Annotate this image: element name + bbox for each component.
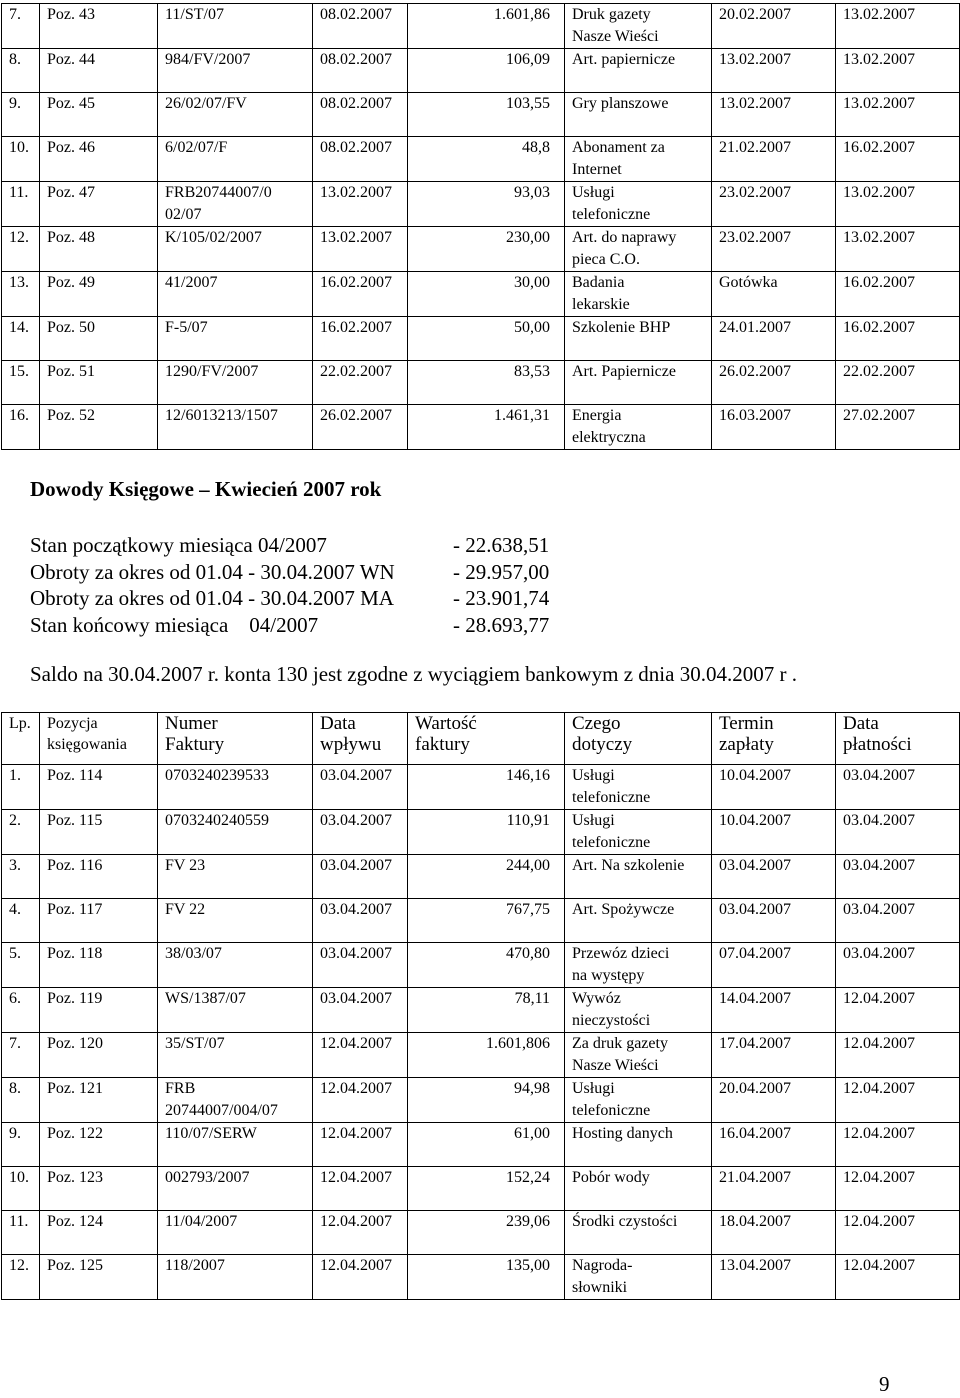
cell-lp: 12. (2, 227, 40, 272)
cell-opis: Pobór wody (565, 1167, 712, 1211)
table-row (2, 361, 960, 405)
cell-platnosc: 12.04.2007 (836, 1078, 960, 1123)
cell-platnosc: 12.04.2007 (836, 1255, 960, 1300)
cell-opis: Wywóz nieczystości (565, 988, 712, 1033)
cell-pozycja: Poz. 118 (40, 943, 158, 988)
cell-kwota: 110,91 (408, 810, 565, 855)
cell-data: 22.02.2007 (313, 361, 408, 405)
cell-numer: FV 22 (158, 899, 313, 943)
table-row (2, 810, 960, 855)
cell-opis: Usługi telefoniczne (565, 1078, 712, 1123)
header-numer: Numer Faktury (158, 713, 313, 765)
cell-data: 08.02.2007 (313, 93, 408, 137)
cell-termin: 13.02.2007 (712, 93, 836, 137)
cell-termin: 03.04.2007 (712, 855, 836, 899)
cell-lp: 10. (2, 1167, 40, 1211)
cell-opis: Energia elektryczna (565, 405, 712, 450)
cell-data: 12.04.2007 (313, 1078, 408, 1123)
cell-opis: Nagroda- słowniki (565, 1255, 712, 1300)
cell-termin: 13.04.2007 (712, 1255, 836, 1300)
cell-platnosc: 12.04.2007 (836, 1123, 960, 1167)
cell-lp: 16. (2, 405, 40, 450)
cell-numer: 11/04/2007 (158, 1211, 313, 1255)
cell-pozycja: Poz. 52 (40, 405, 158, 450)
table-row (2, 137, 960, 182)
cell-termin: 17.04.2007 (712, 1033, 836, 1078)
cell-platnosc: 12.04.2007 (836, 1033, 960, 1078)
cell-termin: 20.04.2007 (712, 1078, 836, 1123)
cell-numer: 11/ST/07 (158, 4, 313, 49)
cell-pozycja: Poz. 122 (40, 1123, 158, 1167)
cell-platnosc: 13.02.2007 (836, 93, 960, 137)
table-row (2, 1211, 960, 1255)
cell-data: 08.02.2007 (313, 49, 408, 93)
header-data-wplywu: Data wpływu (313, 713, 408, 765)
cell-numer: 12/6013213/1507 (158, 405, 313, 450)
cell-pozycja: Poz. 125 (40, 1255, 158, 1300)
header-data-platnosci: Data płatności (836, 713, 960, 765)
summary-value: - 22.638,51 (453, 533, 550, 557)
cell-pozycja: Poz. 45 (40, 93, 158, 137)
table-row (2, 1078, 960, 1123)
cell-opis: Usługi telefoniczne (565, 810, 712, 855)
cell-termin: 23.02.2007 (712, 182, 836, 227)
table-row (2, 988, 960, 1033)
cell-lp: 14. (2, 317, 40, 361)
cell-kwota: 48,8 (408, 137, 565, 182)
cell-data: 03.04.2007 (313, 899, 408, 943)
cell-numer: 35/ST/07 (158, 1033, 313, 1078)
cell-numer: WS/1387/07 (158, 988, 313, 1033)
cell-data: 08.02.2007 (313, 137, 408, 182)
april-invoices-table (1, 712, 960, 1300)
cell-kwota: 103,55 (408, 93, 565, 137)
cell-kwota: 1.601,806 (408, 1033, 565, 1078)
cell-opis: Badania lekarskie (565, 272, 712, 317)
cell-platnosc: 13.02.2007 (836, 4, 960, 49)
cell-lp: 2. (2, 810, 40, 855)
table-row (2, 899, 960, 943)
cell-termin: 10.04.2007 (712, 765, 836, 810)
summary-value: - 23.901,74 (453, 586, 550, 610)
cell-termin: 13.02.2007 (712, 49, 836, 93)
cell-lp: 7. (2, 1033, 40, 1078)
cell-numer: 38/03/07 (158, 943, 313, 988)
table-row (2, 405, 960, 450)
cell-numer: FV 23 (158, 855, 313, 899)
table-row (2, 855, 960, 899)
table-row (2, 1167, 960, 1211)
cell-termin: 10.04.2007 (712, 810, 836, 855)
cell-data: 12.04.2007 (313, 1211, 408, 1255)
cell-lp: 11. (2, 182, 40, 227)
cell-numer: FRB 20744007/004/07 (158, 1078, 313, 1123)
cell-termin: 21.04.2007 (712, 1167, 836, 1211)
cell-pozycja: Poz. 49 (40, 272, 158, 317)
cell-termin: Gotówka (712, 272, 836, 317)
cell-kwota: 83,53 (408, 361, 565, 405)
cell-platnosc: 03.04.2007 (836, 855, 960, 899)
cell-platnosc: 13.02.2007 (836, 227, 960, 272)
cell-numer: 0703240239533 (158, 765, 313, 810)
cell-pozycja: Poz. 47 (40, 182, 158, 227)
cell-pozycja: Poz. 116 (40, 855, 158, 899)
cell-kwota: 135,00 (408, 1255, 565, 1300)
cell-data: 12.04.2007 (313, 1167, 408, 1211)
table-row (2, 765, 960, 810)
cell-numer: FRB20744007/0 02/07 (158, 182, 313, 227)
cell-pozycja: Poz. 119 (40, 988, 158, 1033)
cell-termin: 23.02.2007 (712, 227, 836, 272)
cell-pozycja: Poz. 48 (40, 227, 158, 272)
cell-numer: 6/02/07/F (158, 137, 313, 182)
table-header-row (2, 713, 960, 765)
cell-termin: 20.02.2007 (712, 4, 836, 49)
cell-termin: 07.04.2007 (712, 943, 836, 988)
cell-data: 03.04.2007 (313, 855, 408, 899)
cell-lp: 4. (2, 899, 40, 943)
cell-data: 13.02.2007 (313, 227, 408, 272)
cell-lp: 9. (2, 93, 40, 137)
cell-data: 03.04.2007 (313, 943, 408, 988)
cell-numer: 002793/2007 (158, 1167, 313, 1211)
cell-platnosc: 03.04.2007 (836, 810, 960, 855)
cell-opis: Usługi telefoniczne (565, 765, 712, 810)
cell-opis: Usługi telefoniczne (565, 182, 712, 227)
cell-kwota: 230,00 (408, 227, 565, 272)
cell-opis: Środki czystości (565, 1211, 712, 1255)
cell-platnosc: 12.04.2007 (836, 988, 960, 1033)
header-czego-dotyczy: Czego dotyczy (565, 713, 712, 765)
cell-data: 12.04.2007 (313, 1255, 408, 1300)
cell-platnosc: 13.02.2007 (836, 182, 960, 227)
table-row (2, 1033, 960, 1078)
cell-platnosc: 16.02.2007 (836, 272, 960, 317)
cell-lp: 6. (2, 988, 40, 1033)
cell-termin: 24.01.2007 (712, 317, 836, 361)
table-row (2, 227, 960, 272)
cell-opis: Przewóz dzieci na występy (565, 943, 712, 988)
cell-opis: Art. Papiernicze (565, 361, 712, 405)
cell-numer: 26/02/07/FV (158, 93, 313, 137)
cell-platnosc: 22.02.2007 (836, 361, 960, 405)
cell-lp: 8. (2, 49, 40, 93)
cell-data: 26.02.2007 (313, 405, 408, 450)
cell-kwota: 1.461,31 (408, 405, 565, 450)
summary-label: Obroty za okres od 01.04 - 30.04.2007 MA (30, 586, 394, 610)
cell-termin: 03.04.2007 (712, 899, 836, 943)
cell-kwota: 1.601,86 (408, 4, 565, 49)
cell-opis: Gry planszowe (565, 93, 712, 137)
table-row (2, 49, 960, 93)
cell-termin: 16.04.2007 (712, 1123, 836, 1167)
cell-data: 13.02.2007 (313, 182, 408, 227)
table-row (2, 1123, 960, 1167)
cell-platnosc: 03.04.2007 (836, 899, 960, 943)
table-row (2, 93, 960, 137)
table-row (2, 943, 960, 988)
cell-kwota: 239,06 (408, 1211, 565, 1255)
cell-termin: 18.04.2007 (712, 1211, 836, 1255)
cell-platnosc: 03.04.2007 (836, 765, 960, 810)
cell-lp: 9. (2, 1123, 40, 1167)
cell-lp: 3. (2, 855, 40, 899)
cell-kwota: 50,00 (408, 317, 565, 361)
cell-numer: 984/FV/2007 (158, 49, 313, 93)
cell-platnosc: 13.02.2007 (836, 49, 960, 93)
cell-numer: K/105/02/2007 (158, 227, 313, 272)
cell-lp: 5. (2, 943, 40, 988)
header-lp: Lp. (2, 713, 40, 765)
cell-kwota: 93,03 (408, 182, 565, 227)
cell-platnosc: 16.02.2007 (836, 137, 960, 182)
cell-platnosc: 27.02.2007 (836, 405, 960, 450)
cell-opis: Art. Na szkolenie (565, 855, 712, 899)
cell-kwota: 244,00 (408, 855, 565, 899)
cell-lp: 10. (2, 137, 40, 182)
summary-label: Obroty za okres od 01.04 - 30.04.2007 WN (30, 559, 395, 584)
header-wartosc: Wartość faktury (408, 713, 565, 765)
cell-kwota: 146,16 (408, 765, 565, 810)
cell-data: 08.02.2007 (313, 4, 408, 49)
cell-platnosc: 12.04.2007 (836, 1211, 960, 1255)
cell-lp: 1. (2, 765, 40, 810)
table-row (2, 182, 960, 227)
cell-numer: F-5/07 (158, 317, 313, 361)
cell-kwota: 152,24 (408, 1167, 565, 1211)
cell-kwota: 470,80 (408, 943, 565, 988)
cell-pozycja: Poz. 123 (40, 1167, 158, 1211)
table-row (2, 4, 960, 49)
cell-data: 16.02.2007 (313, 272, 408, 317)
cell-pozycja: Poz. 124 (40, 1211, 158, 1255)
cell-pozycja: Poz. 114 (40, 765, 158, 810)
cell-opis: Art. papiernicze (565, 49, 712, 93)
section-title: Dowody Księgowe – Kwiecień 2007 rok (30, 477, 382, 501)
cell-data: 03.04.2007 (313, 765, 408, 810)
cell-pozycja: Poz. 121 (40, 1078, 158, 1123)
cell-numer: 1290/FV/2007 (158, 361, 313, 405)
cell-pozycja: Poz. 51 (40, 361, 158, 405)
page-number: 9 (879, 1372, 890, 1396)
table-row (2, 1255, 960, 1300)
cell-pozycja: Poz. 46 (40, 137, 158, 182)
cell-data: 12.04.2007 (313, 1033, 408, 1078)
cell-lp: 12. (2, 1255, 40, 1300)
cell-data: 03.04.2007 (313, 988, 408, 1033)
cell-platnosc: 16.02.2007 (836, 317, 960, 361)
cell-kwota: 94,98 (408, 1078, 565, 1123)
cell-opis: Za druk gazety Nasze Wieści (565, 1033, 712, 1078)
cell-numer: 110/07/SERW (158, 1123, 313, 1167)
cell-opis: Art. Spożywcze (565, 899, 712, 943)
header-termin: Termin zapłaty (712, 713, 836, 765)
cell-pozycja: Poz. 43 (40, 4, 158, 49)
cell-termin: 16.03.2007 (712, 405, 836, 450)
table-row (2, 317, 960, 361)
cell-pozycja: Poz. 120 (40, 1033, 158, 1078)
cell-opis: Hosting danych (565, 1123, 712, 1167)
cell-kwota: 106,09 (408, 49, 565, 93)
cell-kwota: 30,00 (408, 272, 565, 317)
february-invoices-table (1, 3, 960, 450)
cell-data: 12.04.2007 (313, 1123, 408, 1167)
cell-lp: 7. (2, 4, 40, 49)
cell-opis: Art. do naprawy pieca C.O. (565, 227, 712, 272)
cell-lp: 8. (2, 1078, 40, 1123)
cell-pozycja: Poz. 50 (40, 317, 158, 361)
cell-opis: Szkolenie BHP (565, 317, 712, 361)
summary-label: Stan końcowy miesiąca 04/2007 (30, 612, 319, 637)
cell-kwota: 78,11 (408, 988, 565, 1033)
cell-numer: 118/2007 (158, 1255, 313, 1300)
summary-value: - 29.957,00 (453, 559, 550, 584)
cell-numer: 41/2007 (158, 272, 313, 317)
cell-platnosc: 12.04.2007 (836, 1167, 960, 1211)
cell-termin: 26.02.2007 (712, 361, 836, 405)
header-pozycja: Pozycja księgowania (40, 713, 158, 765)
cell-kwota: 767,75 (408, 899, 565, 943)
cell-lp: 11. (2, 1211, 40, 1255)
summary-label: Stan początkowy miesiąca 04/2007 (30, 533, 327, 557)
cell-numer: 0703240240559 (158, 810, 313, 855)
cell-pozycja: Poz. 44 (40, 49, 158, 93)
cell-opis: Druk gazety Nasze Wieści (565, 4, 712, 49)
saldo-statement: Saldo na 30.04.2007 r. konta 130 jest zgodne z wyciągiem bankowym z dnia 30.04.2007 r . (30, 662, 797, 686)
cell-pozycja: Poz. 117 (40, 899, 158, 943)
cell-kwota: 61,00 (408, 1123, 565, 1167)
cell-lp: 15. (2, 361, 40, 405)
cell-data: 16.02.2007 (313, 317, 408, 361)
cell-platnosc: 03.04.2007 (836, 943, 960, 988)
cell-termin: 14.04.2007 (712, 988, 836, 1033)
cell-lp: 13. (2, 272, 40, 317)
cell-pozycja: Poz. 115 (40, 810, 158, 855)
summary-value: - 28.693,77 (453, 612, 550, 637)
cell-opis: Abonament za Internet (565, 137, 712, 182)
cell-termin: 21.02.2007 (712, 137, 836, 182)
table-row (2, 272, 960, 317)
cell-data: 03.04.2007 (313, 810, 408, 855)
